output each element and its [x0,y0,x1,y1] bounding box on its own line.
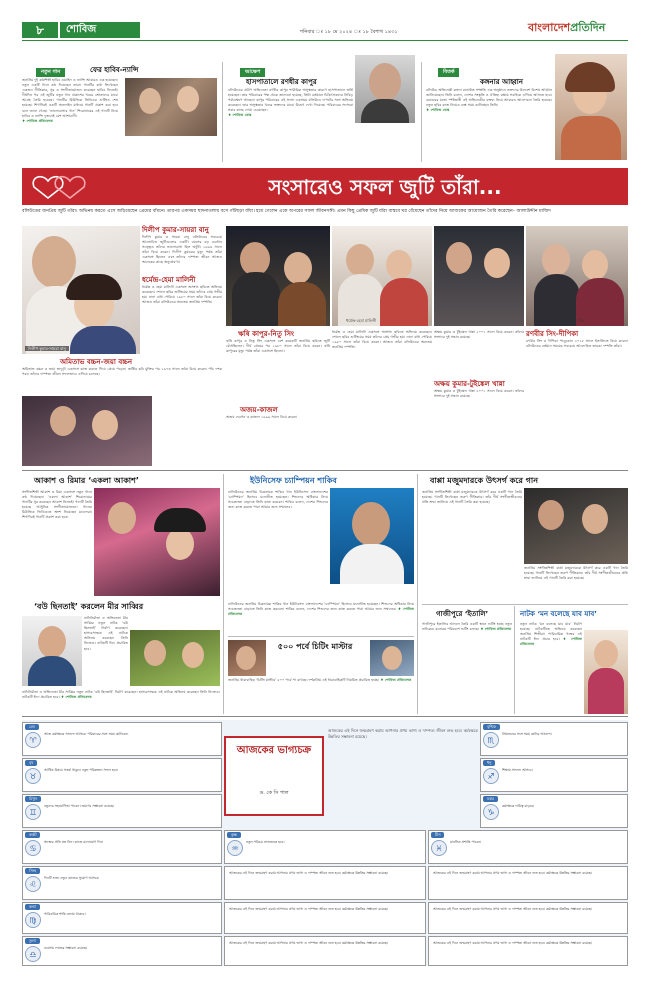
mir-sabbir-photo [22,616,82,686]
section-body: ধর্মেন্দ্র ও হেমা মালিনী একসঙ্গে অসংখ্য ছবিতে অভিনয় করেছেন। শোলে ছবির শুটিংয়ের সময় তাঁদের প্রেম গভীর হয়। নানা বাধা পেরিয়ে ১৯৮০ সালে তাঁরা বিয়ে করেন। আজও তাঁরা বলিউডের অন্যতম জনপ্রিয় দম্পতি। [142,285,222,305]
sign-text: আর্থিক বিষয়ে সতর্ক থাকুন। নতুন পরিকল্পনা সফল হবে। [44,768,119,772]
shakib-credit: ♦ শোবিজ প্রতিবেদক [228,607,414,617]
divider [228,636,414,637]
caption: ধর্মেন্দ্র-হেমা মালিনী [346,318,377,323]
sign-text: আজকের এই দিনে জন্মগ্রহণ করায় আপনার প্রণয় ভাগ্য ও দাম্পত্য জীবন শুভ হবে। কর্মক্ষেত্রে উন্নতির সম্ভাবনা রয়েছে। [433,941,593,945]
sign-name: কন্যা [25,904,40,910]
sign-text: মানসিক প্রশান্তি পাবেন। [450,840,482,844]
col3-title: কঙ্গনার আহ্বান [480,78,523,86]
shakib-photo [330,488,414,584]
col1-title: ফের হাবিব-ন্যান্সি [90,66,139,74]
sign-text: আজকের এই দিনে জন্মগ্রহণ করায় আপনার প্রণয় ভাগ্য ও দাম্পত্য জীবন শুভ হবে। কর্মক্ষেত্রে উন্নতির সম্ভাবনা রয়েছে। [433,871,593,875]
section-title: রণবীর সিং-দীপিকা [526,330,579,338]
caption: দিলীপ কুমার-সায়রা বানু [25,346,69,351]
horoscope-box [22,830,222,864]
sign-text: স্বাস্থ্যের প্রতি যত্ন নিন। কাজে মনোযোগ দিন। [44,840,104,844]
zodiac-icon: ♍ [25,912,41,928]
sign-name: মিথুন [25,796,41,802]
horoscope-box [224,866,426,900]
divider [421,62,422,162]
caption: ঋষি কাপুর-নিতু সিং [552,318,584,323]
section-body: অক্ষয় কুমার ও টুইঙ্কেল খান্না ২০০১ সালে বিয়ে করেন। তাঁদের সংসারে দুই সন্তান রয়েছে। [434,389,524,399]
col2-title: হাসপাতালে রণধীর কাপুর [246,78,317,86]
divider [223,474,224,714]
sign-text: কর্মক্ষেত্রে দায়িত্ব বাড়বে। [502,804,535,808]
horoscope-box [22,722,222,756]
section-title: অমিতাভ বচ্চন-জয়া বচ্চন [60,358,133,366]
natok-title: নাটক ‘মন বলেছে যাব যাব’ [520,610,597,618]
chiting-credit: ♦ শোবিজ প্রতিবেদক [380,678,412,682]
dharmendra-hema-photo [332,226,432,326]
section-body: দিলীপ কুমার ও সায়রা বানু বলিউডের সবচেয়ে আলোচিত জুটিগুলোর একটি। বয়সের বড় ব্যবধান সত্ত্বেও তাঁদের ভালোবাসা ছিল অটুট। ১৯৬৬ সালে তাঁরা বিয়ে করেন। দিলীপ কুমারের মৃত্যু পর্যন্ত তাঁরা একসঙ্গে ছিলেন এবং তাঁদের দাম্পত্য জীবন আজও অনেকের কাছে অনুপ্রেরণা। [142,235,222,265]
divider [514,606,515,714]
sign-name: ধনু [483,760,495,766]
chiting-body [228,678,414,714]
horoscope-box [22,936,222,966]
section-title: ঋষি কাপুর-নিতু সিং [238,330,295,338]
akash-title: আকাশ ও রিমার ‘একলা আকাশ’ [34,476,139,485]
zodiac-icon: ♎ [25,946,41,962]
sign-name: কুম্ভ [227,832,241,838]
col3-credit: ♦ শোবিজ ডেস্ক [426,108,450,113]
sign-name: কর্কট [25,832,40,838]
mir-body: নাট্যনির্মাতা ও অভিনেতা মীর সাব্বির নতুন নাটক ‘বউ ছিনতাই’ নির্মাণ করেছেন। হাস্যরসাত্মক এই নাটকে অভিনয় করেছেন তিনি নিজেও। নাটকটি ঈদে প্রচারিত হবে। [84,616,128,651]
zodiac-icon: ♋ [25,840,41,856]
divider [22,470,628,471]
sign-name: মেষ [25,724,39,730]
mir-title: ‘বউ ছিনতাই’ করলেন মীর সাব্বির [34,602,144,611]
zodiac-icon: ♉ [25,768,41,784]
gazipur-title: গাজীপুরে ‘ইতালি’ [436,610,489,618]
gazipur-credit: ♦ শোবিজ প্রতিবেদক [480,627,512,632]
akshay-twinkle-photo [434,226,524,326]
horoscope-box [428,830,628,864]
sign-name: মকর [483,796,498,802]
section-body: রণবীর সিং ও দীপিকা পাড়ুকোন ২০১৮ সালে ইতালিতে বিয়ে করেন। বলিউডের বর্তমান সময়ের সবচেয়ে আলোচিত তারকা দম্পতি তাঁরা। [526,339,628,349]
col3-text: বলিউড অভিনেত্রী কঙ্গনা রানাউত সম্প্রতি এক অনুষ্ঠানে ভক্তদের উদ্দেশে বিশেষ আহ্বান জানিয়েছেন। তিনি বলেন, দেশের সংস্কৃতি ও ঐতিহ্য রক্ষায় সবাইকে এগিয়ে আসতে হবে। বরাবরের মতো স্পষ্টভাষী এই অভিনেত্রীর বক্তব্য নিয়ে আবারও আলোচনা তৈরি হয়েছে। নতুন ছবির কাজ নিয়েও ব্যস্ত সময় কাটাচ্ছেন তিনি। [426,88,552,108]
natok-photo [584,630,628,714]
zodiac-icon: ♈ [25,732,41,748]
col2-text: বলিউডের প্রবীণ অভিনেতা রণধীর কাপুর শারীরিক অসুস্থতার কারণে হাসপাতালে ভর্তি হয়েছেন। তার পরিবারের পক্ষ থেকে জানানো হয়েছে, তিনি বর্তমানে চিকিৎসকদের নিবিড় পর্যবেক্ষণে আছেন। কাপুর পরিবারের এই সদস্য একসময় বলিউডে দাপটের সঙ্গে অভিনয় করেছেন। তার অসুস্থতার খবরে ভক্তদের মাঝে উদ্বেগ দেখা দিয়েছে। পরিবারের সদস্যরা সবার কাছে দোয়া চেয়েছেন। [228,88,353,113]
sign-name: বৃষ [25,760,37,766]
col2-tag: আক্ষেপ [240,68,265,77]
col1-credit: ♦ শোবিজ প্রতিবেদক [22,118,53,123]
horoscope-box [22,758,222,792]
shakib-text: ঢালিউডের জনপ্রিয় চিত্রনায়ক শাকিব খান ইউনিসেফ বাংলাদেশের ‘চ্যাম্পিয়ন’ হিসেবে মনোনীত হয়েছেন। শিশুদের অধিকার নিয়ে সচেতনতা বাড়াতে তিনি কাজ করবেন। শাকিব বলেন, দেশের শিশুদের জন্য কাজ করতে পারা আমার জন্য সম্মানের। [228,602,414,612]
logo-part1: বাংলাদেশ [528,21,571,34]
zodiac-icon: ♐ [483,768,499,784]
horoscope-title: আজকের ভাগ্যচক্র [236,745,312,756]
section-title: দিলীপ কুমার-সায়রা বানু [142,226,209,234]
horoscope-box [224,902,426,934]
akash-body: সংগীতশিল্পী আকাশ ও রিমা একসঙ্গে নতুন গানে কণ্ঠ দিয়েছেন। ‘একলা আকাশ’ শিরোনামের গানটির সুর করেছেন আকাশ নিজেই। গানটি তৈরি হয়েছে আধুনিক সংগীতায়োজনে। গানের মিউজিক ভিডিওতে অংশ নিয়েছেন মডেলরা। শিগগিরই গানটি প্রকাশ করা হবে। [22,490,92,520]
horoscope-box [22,902,222,934]
section-title: অজয়-কাজল [240,406,278,414]
sign-text: নতুন পরিচয় লাভজনক হবে। [246,840,285,844]
section-body: অজয় দেবগন ও কাজল ১৯৯৯ সালে বিয়ে করেন। [226,415,298,419]
horoscope-box [480,758,628,792]
sign-text: আজকের এই দিনে জন্মগ্রহণ করায় আপনার প্রণয় ভাগ্য ও দাম্পত্য জীবন শুভ হবে। কর্মক্ষেত্রে উন্নতির সম্ভাবনা রয়েছে। [433,907,593,911]
masthead-logo [528,21,605,36]
mir-credit: ♦ শোবিজ প্রতিবেদক [60,695,92,700]
zodiac-icon: ♏ [483,732,499,748]
natok-credit: ♦ শোবিজ প্রতিবেদক [520,637,582,647]
sign-text: শিক্ষায় সাফল্য আসবে। [502,768,533,772]
horoscope-box [428,866,628,900]
divider [422,604,628,605]
col2-body [228,88,416,162]
horoscope-box [22,794,222,828]
divider [417,474,418,714]
chiting-photo-2 [370,640,414,676]
col3-photo [555,54,627,160]
amitabh-jaya-photo [22,396,152,466]
bappa-body: জনপ্রিয় সংগীতশিল্পী বাপ্পা মজুমদারকে উৎসর্গ করে একটি গান তৈরি হয়েছে। গানটি লিখেছেন তরুণ গীতিকার। তাঁর দীর্ঘ সংগীতজীবনের প্রতি শ্রদ্ধা জানিয়ে এই গানটি তৈরি করা হয়েছে। [422,490,522,505]
section-body-cont: ধর্মেন্দ্র ও হেমা মালিনী একসঙ্গে অসংখ্য ছবিতে অভিনয় করেছেন। শোলে ছবির শুটিংয়ের সময় তাঁদের প্রেম গভীর হয়। নানা বাধা পেরিয়ে ১৯৮০ সালে তাঁরা বিয়ে করেন। আজও তাঁরা বলিউডের অন্যতম জনপ্রিয় দম্পতি। [332,330,432,350]
amitabh-jaya-photo-2 [226,226,330,326]
chiting-text: জনপ্রিয় ধারাবাহিক ‘চিটিং মাস্টার’ ৫০০ পর্বে পা রাখছে। দর্শকপ্রিয় এই ধারাবাহিকটি নিয়মিত প্রচারিত হচ্ছে। [228,678,380,682]
section-name: শোবিজ [60,22,140,38]
sign-text: বন্ধুদের সহযোগিতা পাবেন। ভ্রমণের সম্ভাবনা রয়েছে। [44,804,115,808]
horoscope-intro: আজকের এই দিনে জন্মগ্রহণ করায় আপনার প্রণয় ভাগ্য ও দাম্পত্য জীবন শুভ হবে। কর্মক্ষেত্রে উন্নতির সম্ভাবনা রয়েছে। [328,728,478,739]
mir-text: নাট্যনির্মাতা ও অভিনেতা মীর সাব্বির নতুন নাটক ‘বউ ছিনতাই’ নির্মাণ করেছেন। হাস্যরসাত্মক এই নাটকে অভিনয় করেছেন তিনি নিজেও। নাটকটি ঈদে প্রচারিত হবে। [22,690,220,700]
section-body: অমিতাভ বচ্চন ও জয়া ভাদুড়ী একসঙ্গে কাজ করতে গিয়ে প্রেমে পড়েন। জঞ্জির ছবি মুক্তির পর ১৯৭৩ সালে তাঁরা বিয়ে করেন। পাঁচ দশক পরও তাঁদের দাম্পত্য জীবন সফলভাবে এগিয়ে চলেছে। [22,367,222,377]
col3-tag: বিতর্ক [438,68,459,77]
chiting-title: ৫০০ পর্বে চিটিং মাস্টার [277,642,353,651]
bappa-title: বাপ্পা মজুমদারকে উৎসর্গ করে গান [430,476,539,485]
logo-part2: প্রতিদিন [570,21,606,34]
sign-name: বৃশ্চিক [483,724,500,730]
horoscope-box [480,794,628,828]
sign-text: দিনটি শুভ। নতুন কাজের সুযোগ আসবে। [44,876,100,880]
zodiac-icon: ♊ [25,804,41,820]
rishi-neetu-photo [526,226,628,326]
page-number: ৮ [22,22,58,38]
sign-text: প্রিয়জনের সঙ্গে সময় কাটবে আনন্দে। [502,732,552,736]
shakib-body: ঢালিউডের জনপ্রিয় চিত্রনায়ক শাকিব খান ইউনিসেফ বাংলাদেশের ‘চ্যাম্পিয়ন’ হিসেবে মনোনীত হয়েছেন। শিশুদের অধিকার নিয়ে সচেতনতা বাড়াতে তিনি কাজ করবেন। শাকিব বলেন, দেশের শিশুদের জন্য কাজ করতে পারা আমার জন্য সম্মানের। [228,490,328,510]
sign-name: মীন [431,832,444,838]
zodiac-icon: ♑ [483,804,499,820]
sign-text: পারিবারিক শান্তি বজায় থাকবে। [44,912,86,916]
horoscope-box [224,936,426,966]
bappa-body-2: জনপ্রিয় সংগীতশিল্পী বাপ্পা মজুমদারকে উৎসর্গ করে একটি গান তৈরি হয়েছে। গানটি লিখেছেন তরুণ গীতিকার। তাঁর দীর্ঘ সংগীতজীবনের প্রতি শ্রদ্ধা জানিয়ে এই গানটি তৈরি করা হয়েছে। [524,566,628,581]
zodiac-icon: ♓ [431,840,447,856]
sign-text: আজকের এই দিনে জন্মগ্রহণ করায় আপনার প্রণয় ভাগ্য ও দাম্পত্য জীবন শুভ হবে। কর্মক্ষেত্রে উন্নতির সম্ভাবনা রয়েছে। [229,907,389,911]
caption: অমিতাভ বচ্চন-জয়া বচ্চন [238,318,279,323]
section-body: ঋষি কাপুর ও নিতু সিং একসঙ্গে বেশ কয়েকটি জনপ্রিয় ছবিতে জুটি বেঁধেছিলেন। দীর্ঘ প্রেমের পর ১৯৮০ সালে তাঁরা বিয়ে করেন। ঋষি কাপুরের মৃত্যু পর্যন্ত তাঁরা একসঙ্গে ছিলেন। [226,339,330,354]
section-title: অক্ষয় কুমার-টুইঙ্কেল খান্না [434,380,505,388]
col1-body [22,78,217,160]
section-title: ধর্মেন্দ্র-হেমা মালিনী [142,276,196,284]
chiting-photo-1 [228,640,266,676]
horoscope-author: ড. কে সি পাল [259,790,289,796]
gazipur-body [422,622,512,714]
feature-banner-title: সংসারেও সফল জুটি তাঁরা... [268,175,502,199]
zodiac-icon: ♒ [227,840,243,856]
dilip-saira-photo [22,226,140,354]
col2-credit: ♦ শোবিজ ডেস্ক [228,113,252,118]
mir-drama-photo [130,630,220,686]
bappa-photo [524,488,628,564]
horoscope-box [428,936,628,966]
divider [222,62,223,162]
feature-intro: বলিউডের জনপ্রিয় জুটি তাঁরা। অভিনয় করতে এসে জড়িয়েছেন প্রেমের বাঁধনে। তারপর একসময় ছাদনাতলায় বসে গাঁটছড়া বাঁধা। হয়ে গেলেন একে অপরের সফল জীবনসঙ্গী। এমন কিছু প্রেমিক জুটি যাঁরা বাস্তবে ঘর বেঁধেছেন তাঁদের নিয়ে আজকের আয়োজন তৈরি করেছেন– আলাউদ্দীন মাজিদ [22,209,551,214]
sign-text: ব্যবসায় লাভের সম্ভাবনা রয়েছে। [44,946,88,950]
horoscope-box [22,866,222,900]
section-body: অক্ষয় কুমার ও টুইঙ্কেল খান্না ২০০১ সালে বিয়ে করেন। তাঁদের সংসারে দুই সন্তান রয়েছে। [434,330,524,340]
horoscope-box [224,830,426,864]
header-rule [22,40,628,41]
sign-name: সিংহ [25,868,40,874]
divider [22,716,628,717]
sign-text: আজ কর্মক্ষেত্রে সাফল্য আসবে। পরিবারের সঙ্গে সময় কাটাবেন। [44,732,129,736]
natok-text: নতুন নাটক ‘মন বলেছে যাব যাব’ নির্মাণ হয়েছে। নাটকটিতে অভিনয় করেছেন জনপ্রিয় শিল্পীরা। পারিবারিক গল্পের এই নাটকটি ঈদে প্রচার হবে। [520,622,582,642]
mir-body-2 [22,690,220,712]
col1-text: জনপ্রিয় দুই কণ্ঠশিল্পী হাবিব ওয়াহিদ ও ন্যান্সি আবারও এক হয়েছেন। নতুন একটি গানে কণ্ঠ দিয়েছেন তারা। গানটির কথা লিখেছেন একজন গীতিকার, সুর ও সংগীতায়োজন করেছেন হাবিব নিজেই। দীর্ঘদিন পর এই জুটির নতুন গান প্রকাশের খবরে শ্রোতাদের মাঝে আগ্রহ তৈরি হয়েছে। গানটির মিউজিক ভিডিওর শুটিংও শেষ হয়েছে। শিগগিরই একটি অনলাইন মাধ্যমে গানটি প্রকাশ করা হবে বলে জানা গেছে। ‘ভালোবাসার গান’ শিরোনামের এই গানটি নিয়ে হাবিব ও ন্যান্সি দুজনেই বেশ আশাবাদী। [22,78,118,118]
col1-photo [125,78,217,136]
sign-text: আজকের এই দিনে জন্মগ্রহণ করায় আপনার প্রণয় ভাগ্য ও দাম্পত্য জীবন শুভ হবে। কর্মক্ষেত্রে উন্নতির সম্ভাবনা রয়েছে। [229,941,389,945]
hearts-icon [28,173,138,201]
natok-body [520,622,582,714]
sign-text: আজকের এই দিনে জন্মগ্রহণ করায় আপনার প্রণয় ভাগ্য ও দাম্পত্য জীবন শুভ হবে। কর্মক্ষেত্রে উন্নতির সম্ভাবনা রয়েছে। [229,871,389,875]
horoscope-box [480,722,628,756]
issue-date: শনিবার ঃ ১৮ মে ২০২৪ ঃ ১৮ বৈশাখ ১৪৩১ [300,29,398,35]
sign-name: তুলা [25,938,40,944]
horoscope-box [428,902,628,934]
col3-body [426,88,552,162]
shakib-title: ইউনিসেফ চ্যাম্পিয়ন শাকিব [250,476,337,485]
zodiac-icon: ♌ [25,876,41,892]
gazipur-text: গাজীপুরে ইতালির আদলে তৈরি একটি স্থানে শুটিং হচ্ছে নতুন নাটকের। মনোরম পরিবেশে শুটিং চলছে। [422,622,512,632]
akash-rima-photo [94,488,220,596]
col1-tag: নতুন গান [36,68,65,77]
shakib-body-2 [228,602,414,634]
